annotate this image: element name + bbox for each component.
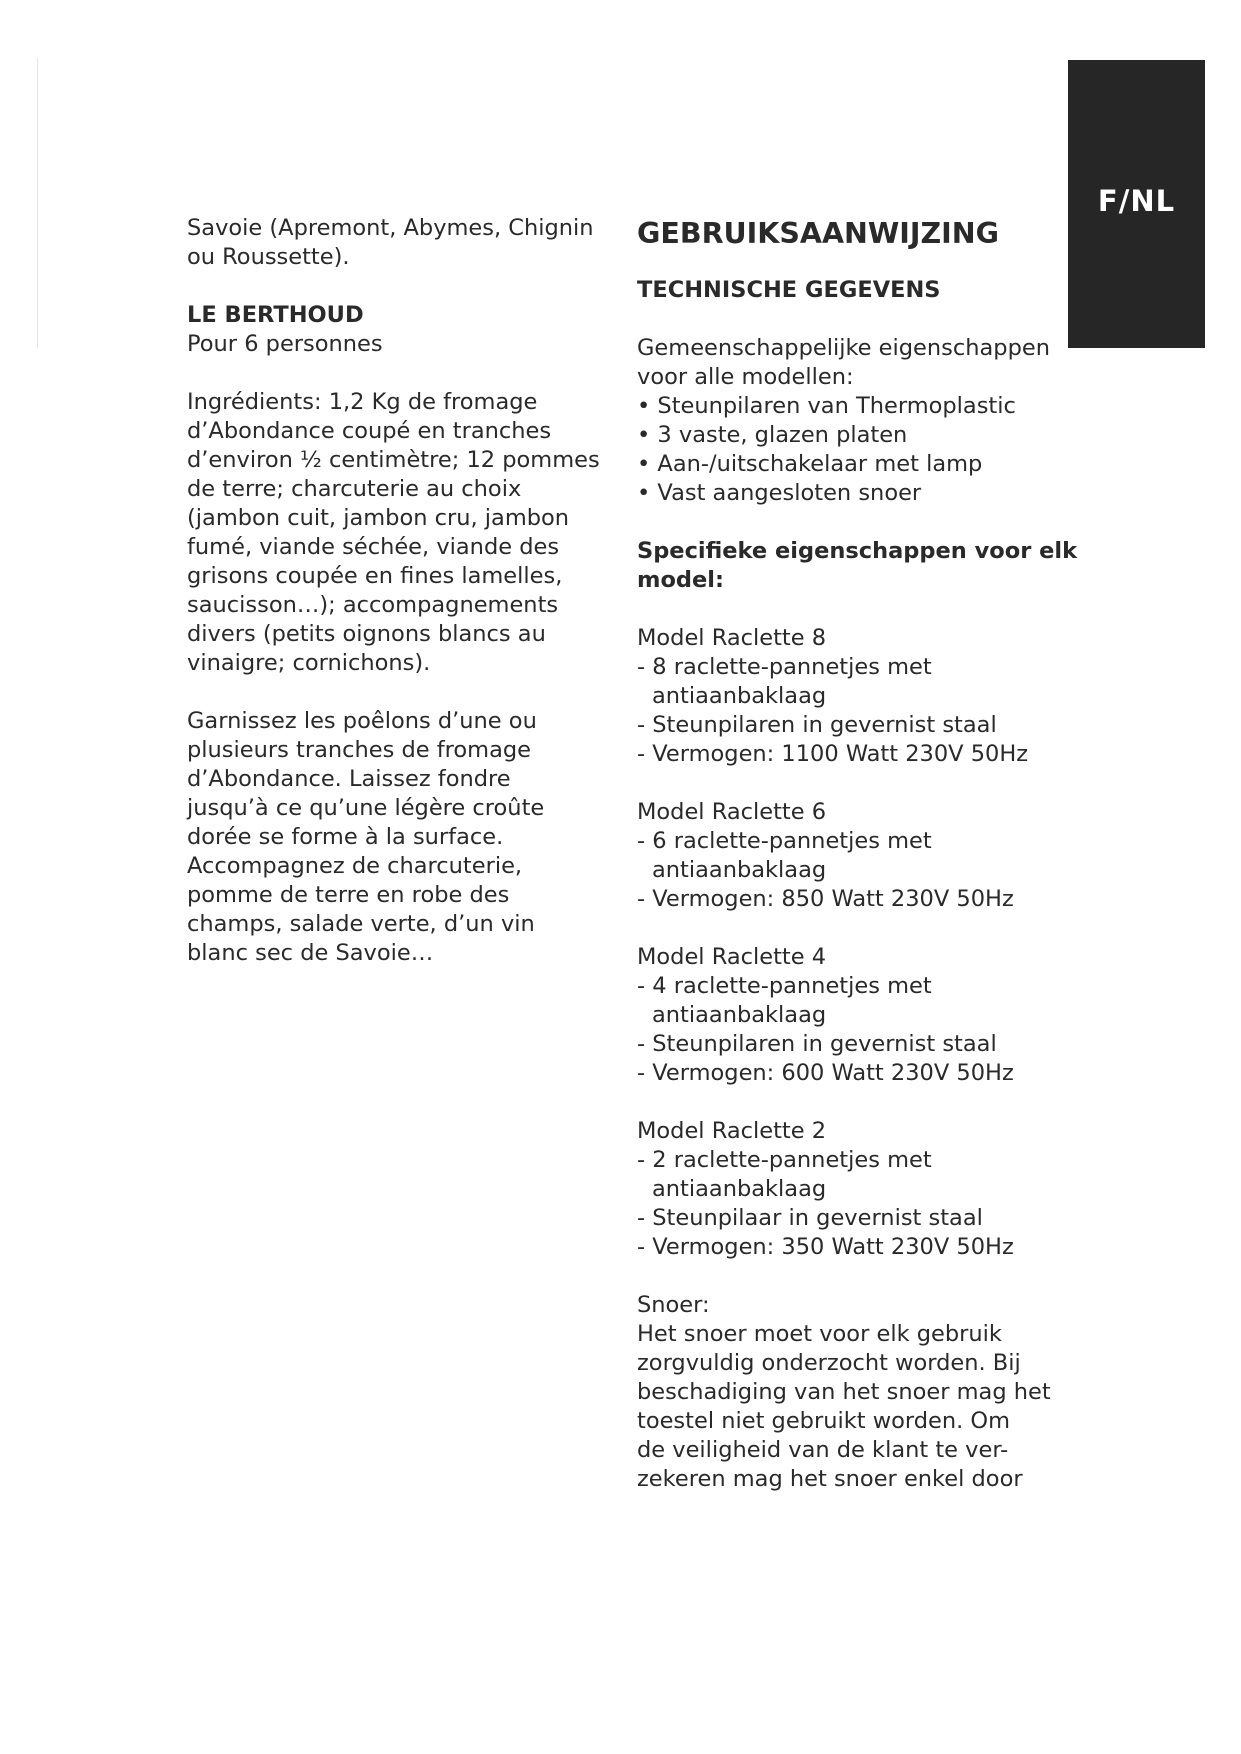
list-item: - 4 raclette-pannetjes met [637,973,932,999]
list-item: - 2 raclette-pannetjes met [637,1147,932,1173]
list-item: - 8 raclette-pannetjes met [637,654,932,680]
intro-paragraph [187,214,607,272]
section-title: GEBRUIKSAANWIJZING [637,217,1000,250]
text-line: model: [637,567,724,593]
language-tab-label: F/NL [1097,184,1176,218]
text-line: Garnissez les poêlons d’une ou [187,708,537,734]
list-item: - Vermogen: 850 Watt 230V 50Hz [637,886,1014,912]
method-paragraph [187,707,607,968]
text-line: voor alle modellen: [637,364,854,390]
text-line: Gemeenschappelijke eigenschappen [637,335,1050,361]
model-block [637,943,1057,1088]
list-item: - Vermogen: 1100 Watt 230V 50Hz [637,741,1029,767]
section-subtitle: TECHNISCHE GEGEVENS [637,277,941,303]
model-block [637,624,1057,769]
text-line: d’Abondance. Laissez fondre [187,766,511,792]
text-line: plusieurs tranches de fromage [187,737,532,763]
margin-rule [37,58,38,348]
text-line: Accompagnez de charcuterie, [187,853,523,879]
list-item: • Vast aangesloten snoer [637,480,922,506]
text-line: ou Roussette). [187,244,350,270]
list-item: - Vermogen: 600 Watt 230V 50Hz [637,1060,1014,1086]
text-line: fumé, viande séchée, viande des [187,534,560,560]
text-line: blanc sec de Savoie… [187,940,434,966]
text-line: (jambon cuit, jambon cru, jambon [187,505,570,531]
text-line: dorée se forme à la surface. [187,824,504,850]
recipe-header [187,301,607,359]
text-line: zorgvuldig onderzocht worden. Bij [637,1350,1021,1376]
list-item: • Steunpilaren van Thermoplastic [637,393,1016,419]
list-item: antiaanbaklaag [652,857,827,883]
cord-label: Snoer: [637,1292,710,1318]
list-item: - Steunpilaren in gevernist staal [637,1031,997,1057]
model-name: Model Raclette 6 [637,799,827,825]
text-line: saucisson…); accompagnements [187,592,559,618]
list-item: • Aan-/uitschakelaar met lamp [637,451,983,477]
language-tab [1068,60,1205,348]
text-line: grisons coupée en fines lamelles, [187,563,563,589]
text-line: zekeren mag het snoer enkel door [637,1466,1023,1492]
cord-section [637,1291,1057,1494]
ingredients-paragraph [187,388,607,678]
text-line: toestel niet gebruikt worden. Om [637,1408,1011,1434]
text-line: Het snoer moet voor elk gebruik [637,1321,1002,1347]
text-line: pomme de terre en robe des [187,882,510,908]
text-line: Specifieke eigenschappen voor elk [637,538,1078,564]
model-name: Model Raclette 8 [637,625,827,651]
list-item: antiaanbaklaag [652,1002,827,1028]
text-line: Savoie (Apremont, Abymes, Chignin [187,215,594,241]
text-line: Ingrédients: 1,2 Kg de fromage [187,389,538,415]
common-features [637,334,1057,508]
specific-heading [637,537,1078,595]
text-line: beschadiging van het snoer mag het [637,1379,1051,1405]
right-column [637,214,1078,1523]
left-column [187,214,607,997]
list-item: antiaanbaklaag [652,683,827,709]
list-item: antiaanbaklaag [652,1176,827,1202]
recipe-title: LE BERTHOUD [187,302,364,328]
list-item: - Steunpilaar in gevernist staal [637,1205,983,1231]
text-line: divers (petits oignons blancs au [187,621,546,647]
text-line: de veiligheid van de klant te ver- [637,1437,1009,1463]
list-item: - Steunpilaren in gevernist staal [637,712,997,738]
text-line: champs, salade verte, d’un vin [187,911,535,937]
model-block [637,1117,1057,1262]
list-item: • 3 vaste, glazen platen [637,422,908,448]
list-item: - 6 raclette-pannetjes met [637,828,932,854]
recipe-servings: Pour 6 personnes [187,331,383,357]
list-item: - Vermogen: 350 Watt 230V 50Hz [637,1234,1014,1260]
text-line: de terre; charcuterie au choix [187,476,522,502]
text-line: vinaigre; cornichons). [187,650,431,676]
model-name: Model Raclette 4 [637,944,827,970]
model-block [637,798,1057,914]
model-name: Model Raclette 2 [637,1118,827,1144]
text-line: d’environ ½ centimètre; 12 pommes [187,447,600,473]
text-line: d’Abondance coupé en tranches [187,418,552,444]
text-line: jusqu’à ce qu’une légère croûte [187,795,545,821]
